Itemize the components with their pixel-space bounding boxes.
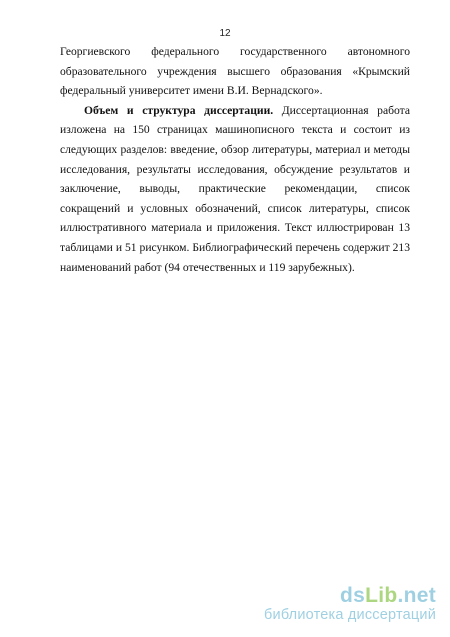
dslib-watermark: [264, 585, 436, 623]
dslib-logo: [264, 585, 436, 607]
watermark-subtitle: библиотека диссертаций: [264, 607, 436, 623]
page-number: 12: [219, 28, 231, 39]
logo-mid: Lib: [365, 584, 398, 607]
paragraph-structure-text: Диссертационная работа изложена на 150 страницах машинописного текста и состоит из следующих разделов: введение, обзор литературы, материал и методы исследования, результаты исследования, обсуждение результатов и заключение, выводы, практические рекомендации, список сокращений и условных обозначений, список литературы, список иллюстративного материала и приложения. Текст иллюстрирован 13 таблицами и 51 рисунком. Библиографический перечень содержит 213 наименований работ (94 отечественных и 119 зарубежных).: [60, 103, 410, 274]
paragraph-structure: [60, 101, 410, 277]
document-body: [60, 42, 410, 277]
logo-prefix: ds: [339, 584, 366, 607]
paragraph-affiliation: Георгиевского федерального государственного автономного образовательного учреждения высшего образования «Крымский федеральный университет имени В.И. Вернадского».: [60, 45, 410, 98]
section-heading-structure: Объем и структура диссертации.: [84, 103, 274, 117]
logo-suffix: .net: [397, 584, 436, 607]
